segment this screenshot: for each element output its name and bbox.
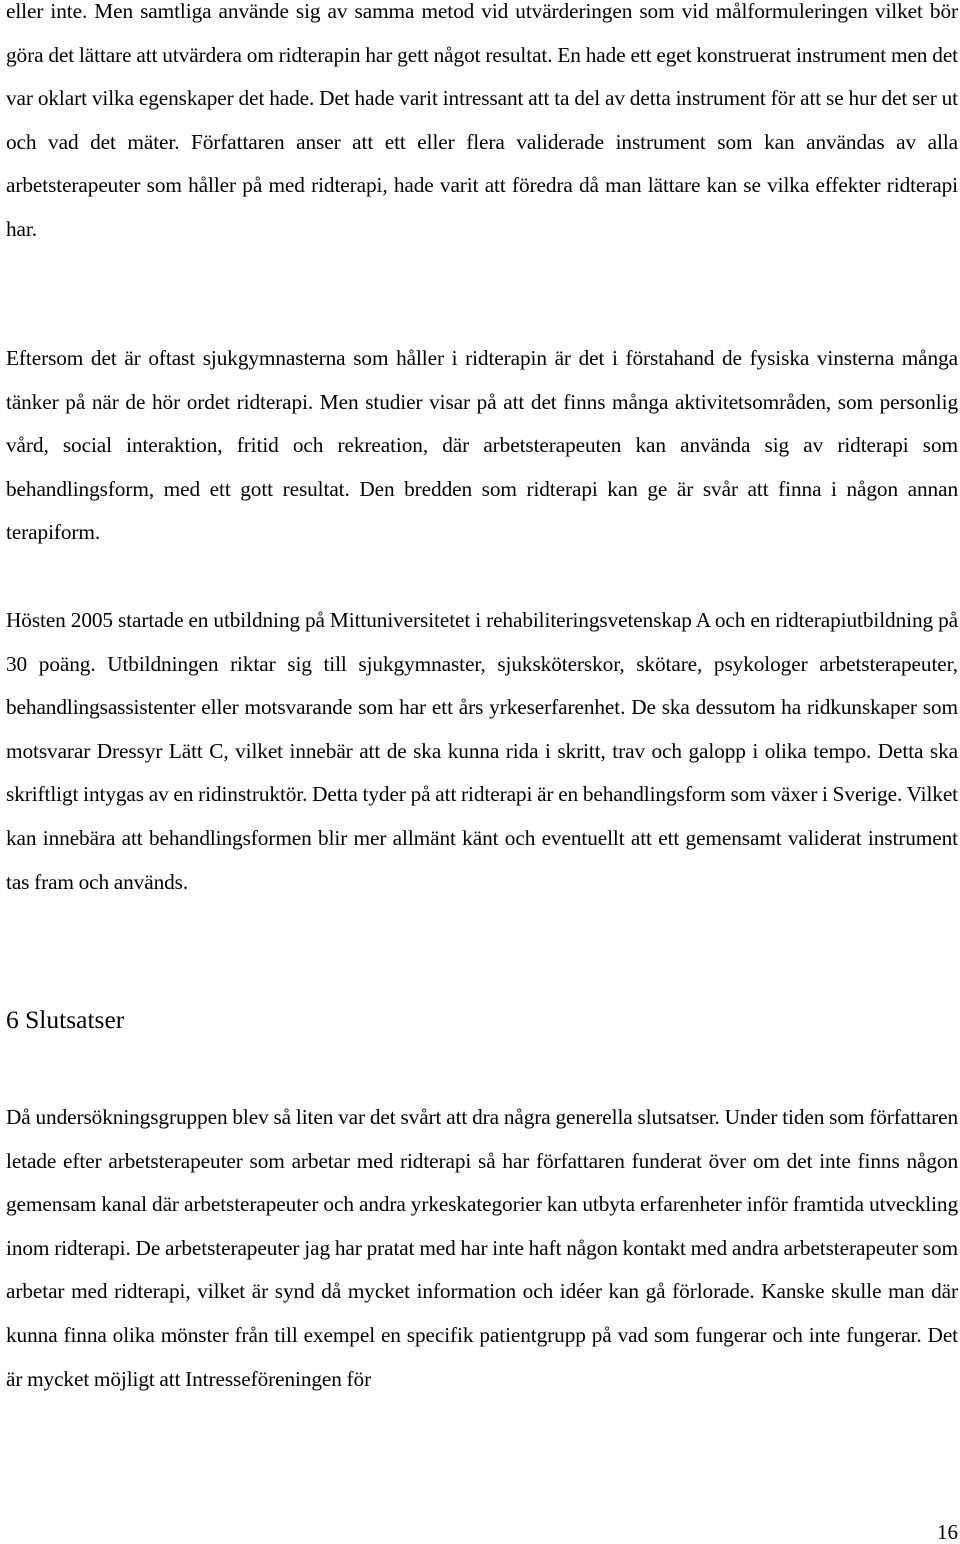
paragraph-education: Hösten 2005 startade en utbildning på Mittuniversitetet i rehabiliteringsvetenskap A och en ridterapiutbildning på 30 poäng. Utbildningen riktar sig till sjukgymnaster, sjuksköterskor, skötare, psykologer arbetsterapeuter, behandlingsassistenter eller motsvarande som har ett års yrkeserfarenhet. De ska dessutom ha ridkunskaper som motsvarar Dressyr Lätt C, vilket innebär att de ska kunna rida i skritt, trav och galopp i olika tempo. Detta ska skriftligt intygas av en ridinstruktör. Detta tyder på att ridterapi är en behandlingsform som växer i Sverige. Vilket kan innebära att behandlingsformen blir mer allmänt känt och eventuellt att ett gemensamt validerat instrument tas fram och används. [6, 608, 958, 894]
page-number: 16 [937, 1520, 958, 1544]
paragraph-conclusions: Då undersökningsgruppen blev så liten var det svårt att dra några generella slutsatser. Under tiden som författaren letade efter arbetsterapeuter som arbetar med ridterapi så har författaren funderat över om det inte finns någon gemensam kanal där arbetsterapeuter och andra yrkeskategorier kan utbyta erfarenheter inför framtida utveckling inom ridterapi. De arbetsterapeuter jag har pratat med har inte haft någon kontakt med andra arbetsterapeuter som arbetar med ridterapi, vilket är synd då mycket information och idéer kan gå förlorade. Kanske skulle man där kunna finna olika mönster från till exempel en specifik patientgrupp på vad som fungerar och inte fungerar. Det är mycket möjligt att Intresseföreningen för [6, 1105, 958, 1391]
paragraph-evaluation-instruments: eller inte. Men samtliga använde sig av samma metod vid utvärderingen som vid målformuleringen vilket bör göra det lättare att utvärdera om ridterapin har gett något resultat. En hade ett eget konstruerat instrument men det var oklart vilka egenskaper det hade. Det hade varit intressant att ta del av detta instrument för att se hur det ser ut och vad det mäter. Författaren anser att ett eller flera validerade instrument som kan användas av alla arbetsterapeuter som håller på med ridterapi, hade varit att föredra då man lättare kan se vilka effekter ridterapi har. [6, 0, 958, 241]
paragraph-activity-areas: Eftersom det är oftast sjukgymnasterna som håller i ridterapin är det i förstahand de fysiska vinsterna många tänker på när de hör ordet ridterapi. Men studier visar på att det finns många aktivitetsområden, som personlig vård, social interaktion, fritid och rekreation, där arbetsterapeuten kan använda sig av ridterapi som behandlingsform, med ett gott resultat. Den bredden som ridterapi kan ge är svår att finna i någon annan terapiform. [6, 346, 958, 545]
section-heading-conclusions: 6 Slutsatser [6, 1005, 125, 1034]
